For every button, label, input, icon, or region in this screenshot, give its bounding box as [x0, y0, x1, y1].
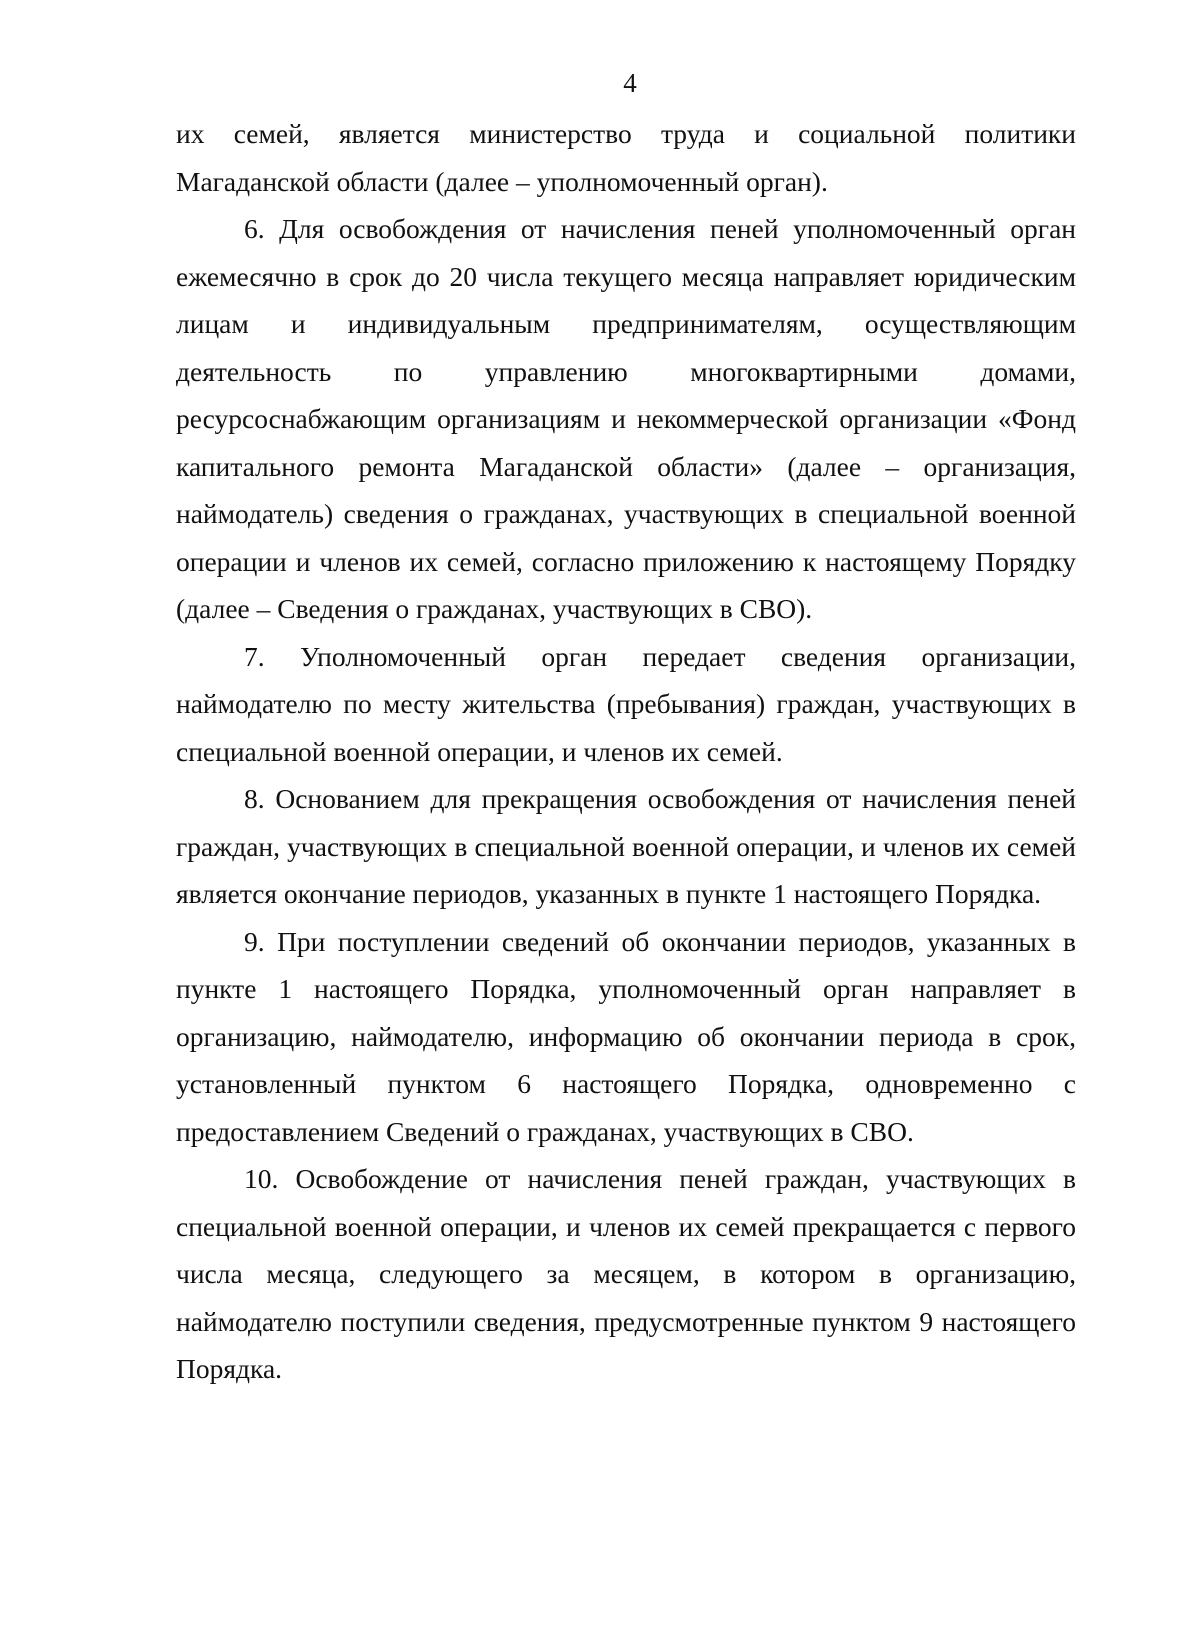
paragraph-8: 8. Основанием для прекращения освобождения от начисления пеней граждан, участвующих в специальной военной операции, и членов их семей является окончание периодов, указанных в пункте 1 настоящего Порядка.: [176, 783, 1076, 909]
paragraph-7: 7. Уполномоченный орган передает сведения организации, наймодателю по месту жительства (пребывания) граждан, участвующих в специальной военной операции, и членов их семей.: [176, 640, 1076, 767]
paragraph-continuation: их семей, является министерство труда и социальной политики Магаданской области (далее – уполномоченный орган).: [176, 118, 1076, 197]
paragraph-10: 10. Освобождение от начисления пеней граждан, участвующих в специальной военной операции, и членов их семей прекращается с первого числа месяца, следующего за месяцем, в котором в организацию, наймодателю поступили сведения, предусмотренные пунктом 9 настоящего Порядка.: [176, 1163, 1076, 1384]
document-body: [176, 110, 1076, 1393]
page-number: 4: [623, 68, 637, 98]
paragraph-6: 6. Для освобождения от начисления пеней уполномоченный орган ежемесячно в срок до 20 числа текущего месяца направляет юридическим лицам и индивидуальным предпринимателям, осуществляющим деятельность по управлению многоквартирными домами, ресурсоснабжающим организациям и некоммерческой организации «Фонд капитального ремонта Магаданской области» (далее – организация, наймодатель) сведения о гражданах, участвующих в специальной военной операции и членов их семей, согласно приложению к настоящему Порядку (далее – Сведения о гражданах, участвующих в СВО).: [176, 213, 1076, 624]
paragraph-9: 9. При поступлении сведений об окончании периодов, указанных в пункте 1 настоящего Порядка, уполномоченный орган направляет в организацию, наймодателю, информацию об окончании периода в срок, установленный пунктом 6 настоящего Порядка, одновременно с предоставлением Сведений о гражданах, участвующих в СВО.: [176, 925, 1076, 1147]
